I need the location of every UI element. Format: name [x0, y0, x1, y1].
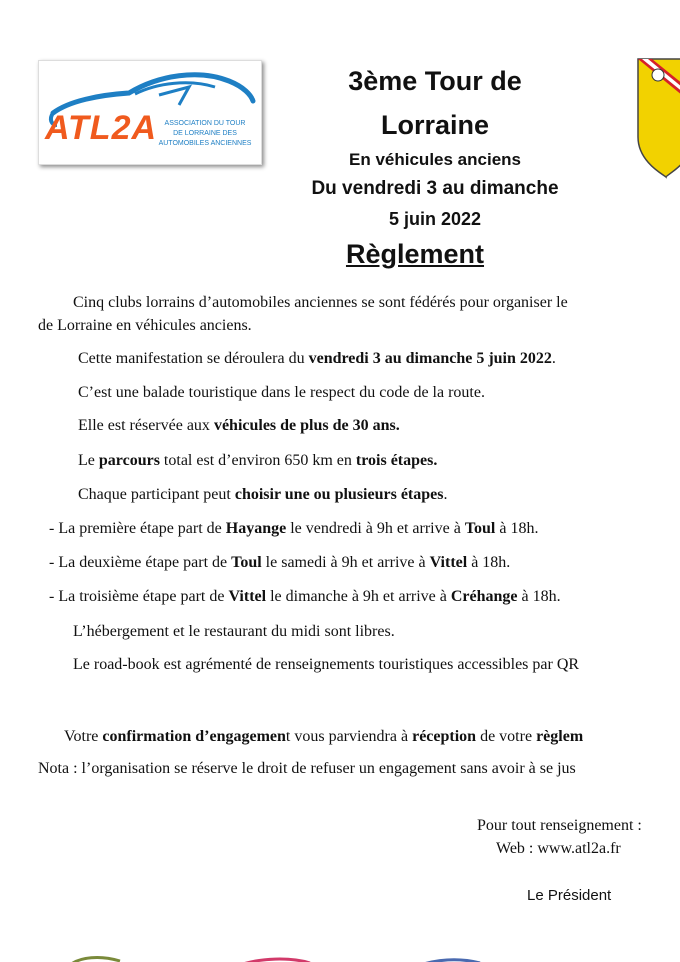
text: le vendredi à 9h et arrive à: [286, 520, 465, 537]
partner-logos-strip: [0, 952, 680, 962]
bold-text: Vittel: [429, 554, 468, 571]
text: Le: [78, 452, 99, 469]
lorraine-coat-of-arms: [636, 57, 680, 182]
partner-logos-icon: [0, 955, 680, 962]
text: à 18h.: [495, 520, 539, 537]
subtitle: En véhicules anciens: [349, 150, 521, 169]
paragraph-dates: [78, 350, 556, 368]
text: - La première étape part de: [49, 520, 226, 537]
paragraph-course: [78, 452, 437, 470]
paragraph-roadbook: Le road-book est agrémenté de renseignements touristiques accessibles par QR: [73, 656, 580, 673]
bold-text: véhicules de plus de 30 ans.: [213, 417, 400, 434]
text: à 18h.: [517, 588, 561, 605]
footer-web: Web : www.atl2a.fr: [496, 840, 621, 857]
logo-tagline-line: DE LORRAINE DES: [173, 130, 237, 137]
logo-tagline-line: AUTOMOBILES ANCIENNES: [158, 140, 252, 147]
text: Cette manifestation se déroulera du: [78, 350, 309, 367]
bold-text: règlem: [536, 728, 584, 745]
dates-line2: 5 juin 2022: [388, 209, 482, 229]
title-line1: 3ème Tour de: [348, 66, 522, 96]
paragraph-vehicles: [78, 417, 400, 435]
bold-text: parcours: [98, 452, 160, 469]
text: total est d’environ 650 km en: [159, 452, 356, 469]
bold-text: trois étapes.: [355, 452, 438, 469]
footer-signature: Le Président: [527, 887, 612, 904]
atl2a-logo: [38, 60, 262, 165]
stage-3: [49, 588, 561, 606]
footer-info: Pour tout renseignement :: [477, 817, 642, 834]
bold-text: choisir une ou plusieurs étapes: [234, 486, 444, 503]
text: t vous parviendra à: [285, 728, 413, 745]
section-heading: Règlement: [345, 239, 485, 269]
text: .: [551, 350, 556, 367]
bold-text: Vittel: [228, 588, 267, 605]
logo-tagline: [157, 119, 253, 149]
text: à 18h.: [467, 554, 511, 571]
paragraph-lodging: L’hébergement et le restaurant du midi sont libres.: [73, 623, 395, 640]
stage-2: [49, 554, 510, 572]
text: Elle est réservée aux: [78, 417, 214, 434]
bold-text: réception: [412, 728, 477, 745]
bold-text: Hayange: [225, 520, 287, 537]
dates-line1: Du vendredi 3 au dimanche: [311, 178, 559, 199]
paragraph-route: C’est une balade touristique dans le respect du code de la route.: [78, 384, 485, 401]
coat-of-arms-icon: [636, 57, 680, 182]
bold-text: Créhange: [450, 588, 518, 605]
text: le dimanche à 9h et arrive à: [266, 588, 451, 605]
text: - La troisième étape part de: [49, 588, 229, 605]
bold-text: confirmation d’engagemen: [102, 728, 286, 745]
logo-brand: ATL2A: [45, 109, 158, 147]
bold-text: vendredi 3 au dimanche 5 juin 2022: [308, 350, 552, 367]
text: de votre: [476, 728, 537, 745]
logo-tagline-line: ASSOCIATION DU TOUR: [164, 120, 246, 127]
text: Votre: [64, 728, 103, 745]
intro-line1: Cinq clubs lorrains d’automobiles anciennes se sont fédérés pour organiser le: [73, 294, 568, 311]
paragraph-confirmation: [64, 728, 583, 746]
text: .: [443, 486, 448, 503]
intro-line2: de Lorraine en véhicules anciens.: [38, 317, 252, 334]
bold-text: Toul: [231, 554, 262, 571]
title-line2: Lorraine: [380, 110, 490, 140]
paragraph-nota: Nota : l’organisation se réserve le droit de refuser un engagement sans avoir à se jus: [38, 760, 576, 777]
text: - La deuxième étape part de: [49, 554, 232, 571]
text: le samedi à 9h et arrive à: [261, 554, 430, 571]
paragraph-stages: [78, 486, 447, 504]
bold-text: Toul: [464, 520, 496, 537]
stage-1: [49, 520, 538, 538]
text: Chaque participant peut: [78, 486, 235, 503]
